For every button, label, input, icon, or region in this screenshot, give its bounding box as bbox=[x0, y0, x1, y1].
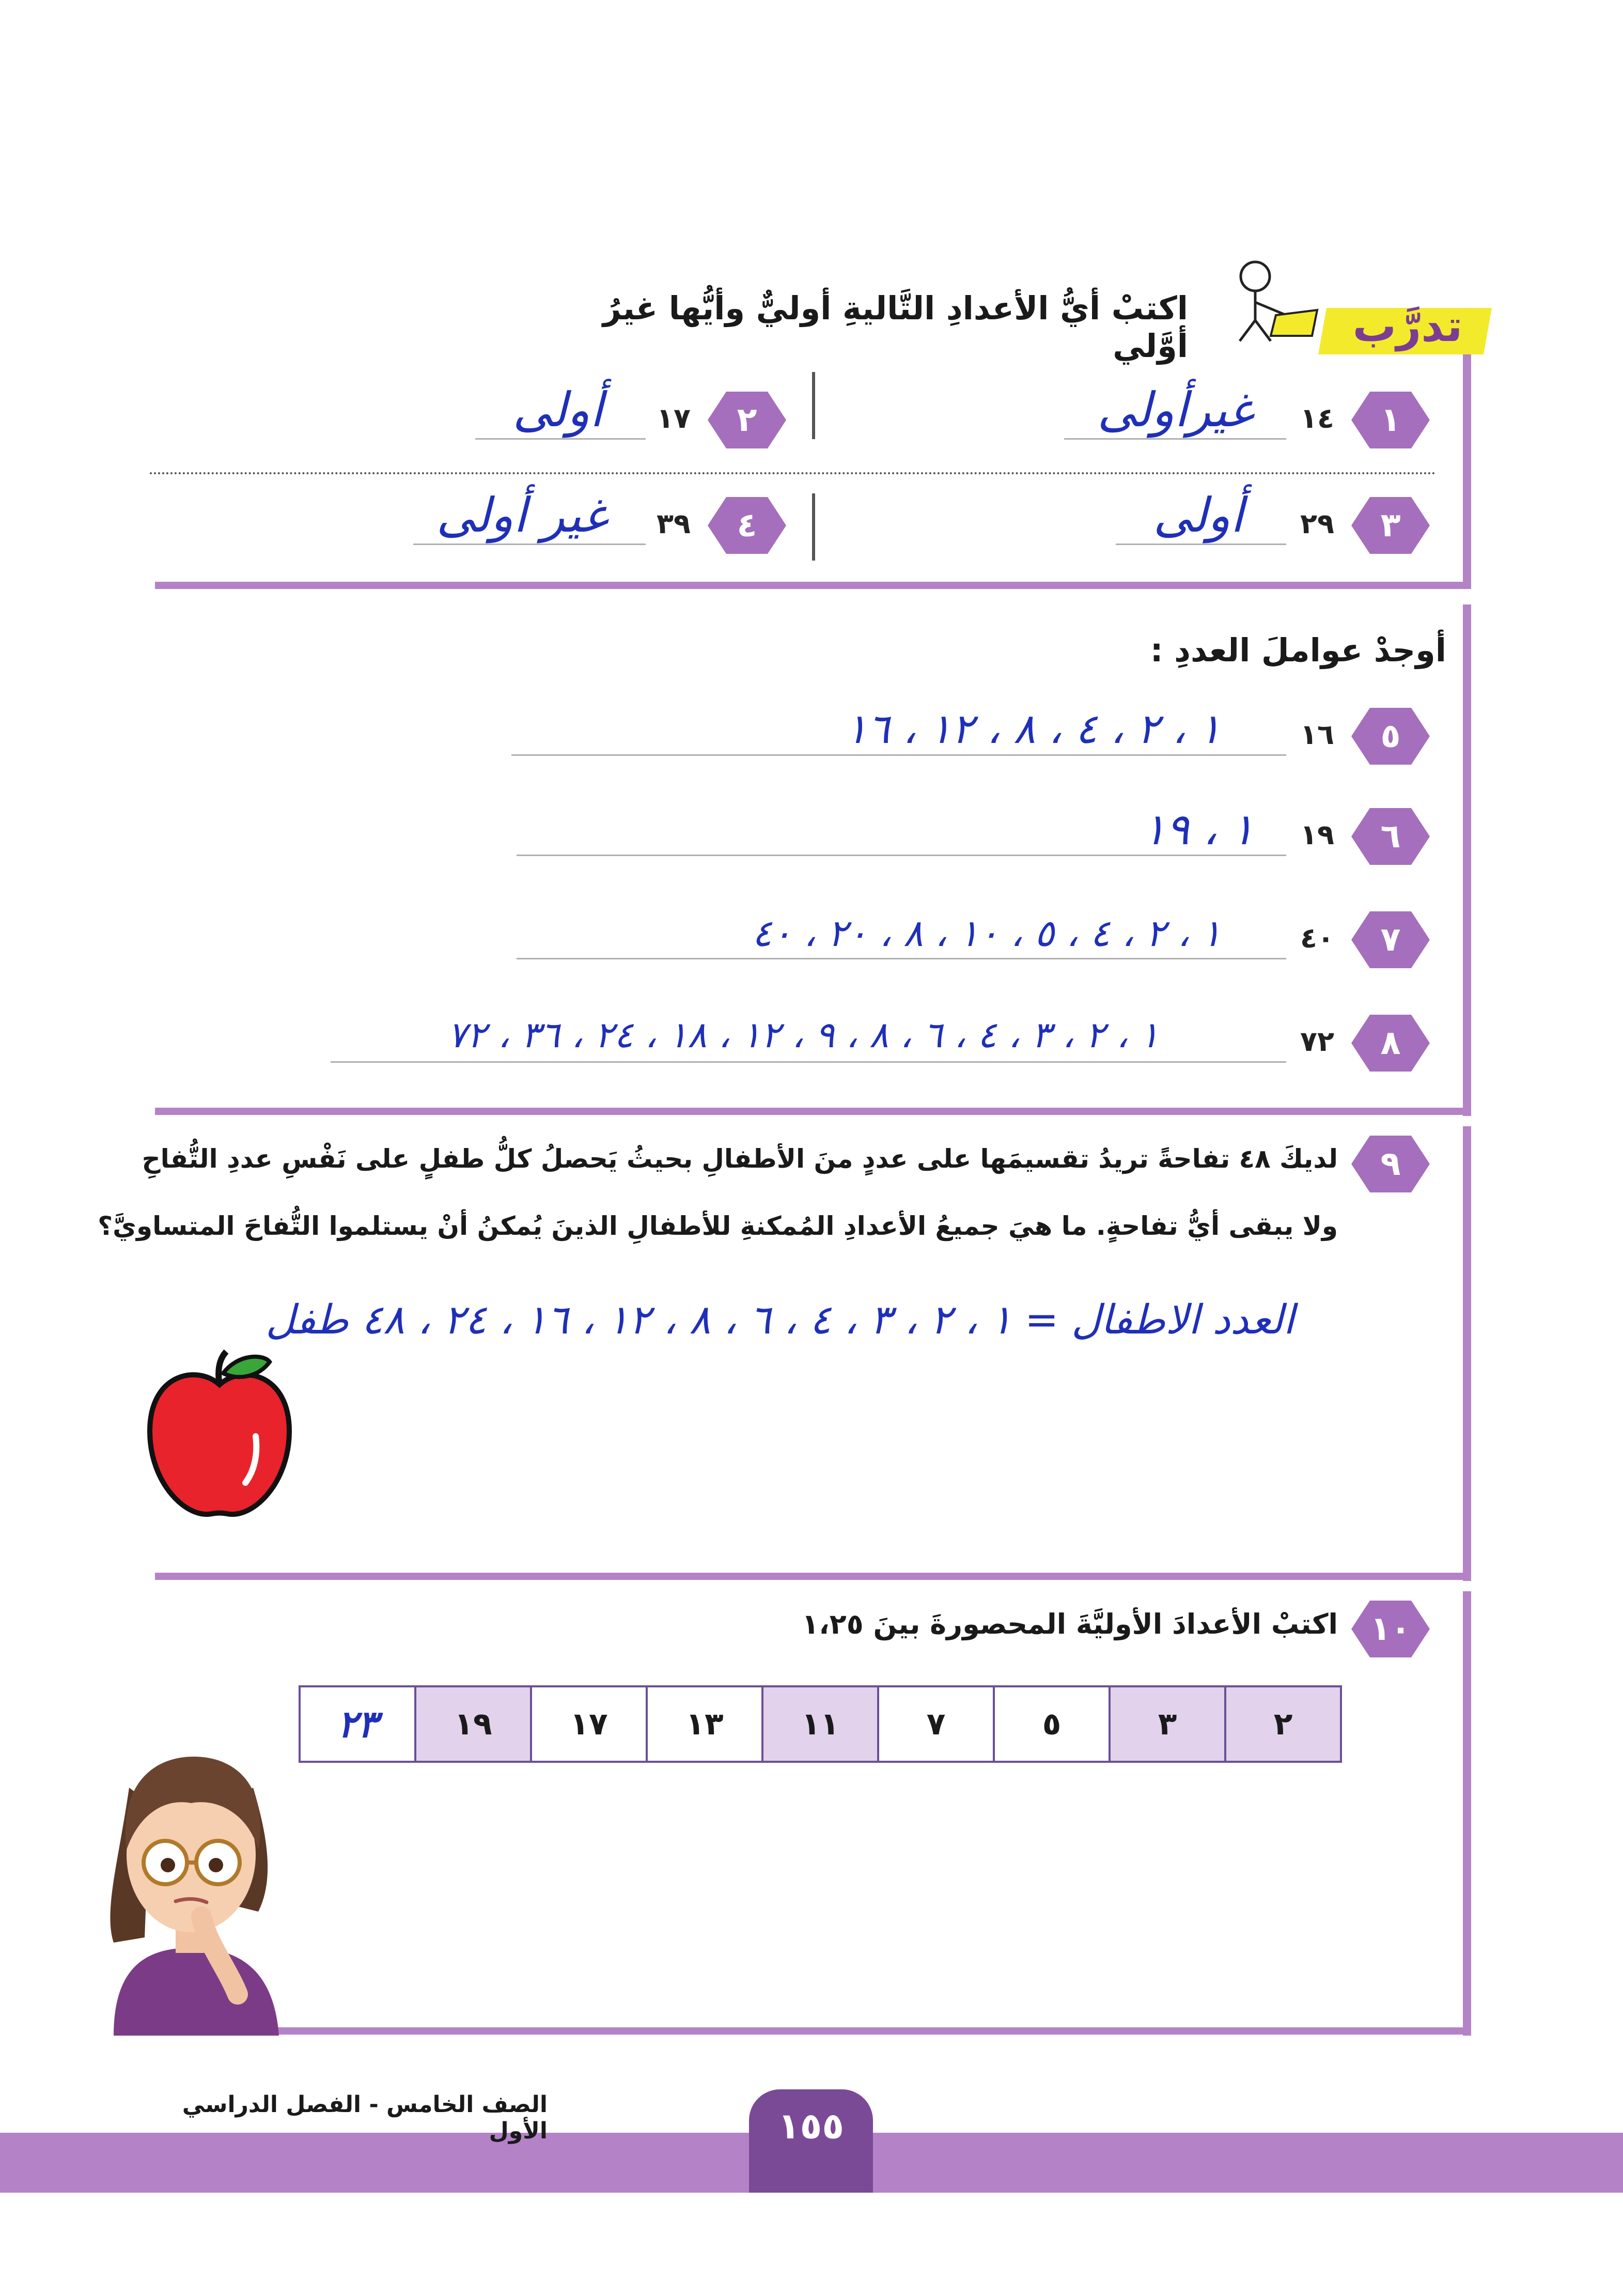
row-separator bbox=[150, 472, 1436, 474]
item-value: ١٩ bbox=[1300, 818, 1334, 851]
stick-figure-writing-icon bbox=[1219, 258, 1322, 346]
table-cell: ٥ bbox=[993, 1685, 1111, 1763]
apple-icon bbox=[134, 1348, 305, 1524]
item-number-badge: ٢ bbox=[706, 390, 788, 451]
section-border-bottom bbox=[155, 1573, 1471, 1580]
table-cell: ٢ bbox=[1224, 1685, 1342, 1763]
table-cell: ١٧ bbox=[530, 1685, 648, 1763]
item-number-badge: ٣ bbox=[1349, 495, 1432, 556]
item-number-badge: ٤ bbox=[706, 495, 788, 556]
answer-line bbox=[1064, 438, 1286, 440]
item-number-badge: ٦ bbox=[1349, 806, 1432, 867]
answer-handwriting: العدد الاطفال = ١ ، ٢ ، ٣ ، ٤ ، ٦ ، ٨ ، ١٢ ، ١٦ ، ٢٤ ، ٤٨ طفل bbox=[266, 1297, 1294, 1343]
factors-title: أوجدْ عواملَ العددِ : bbox=[1150, 631, 1446, 669]
table-cell: ٣ bbox=[1109, 1685, 1226, 1763]
table-cell: ١٩ bbox=[414, 1685, 532, 1763]
item-value: ٤٠ bbox=[1300, 922, 1334, 954]
column-separator bbox=[812, 493, 815, 561]
thinking-girl-illustration bbox=[83, 1726, 300, 2036]
answer-handwriting: ١ ، ٢ ، ٣ ، ٤ ، ٦ ، ٨ ، ٩ ، ١٢ ، ١٨ ، ٢٤ ، ٣٦ ، ٧٢ bbox=[447, 1014, 1159, 1056]
answer-handwriting: غيرأولى bbox=[1097, 382, 1253, 438]
column-separator bbox=[812, 372, 815, 439]
item-number-badge: ٩ bbox=[1349, 1134, 1432, 1194]
item-value: ١٦ bbox=[1300, 718, 1334, 751]
section-border-bottom bbox=[155, 582, 1471, 589]
answer-line bbox=[475, 438, 646, 440]
item-value: ٧٢ bbox=[1300, 1025, 1334, 1058]
section-border-right bbox=[1463, 1126, 1471, 1581]
section-border-right bbox=[1463, 604, 1471, 1116]
answer-line bbox=[413, 544, 646, 545]
item-value: ٣٩ bbox=[657, 507, 691, 540]
problem-text: اكتبْ الأعدادَ الأوليَّةَ المحصورةَ بينَ ١،٢٥ bbox=[802, 1608, 1338, 1640]
item-number-badge: ٧ bbox=[1349, 909, 1432, 970]
answer-handwriting: ١ ، ١٩ bbox=[1143, 804, 1254, 855]
item-number-badge: ٨ bbox=[1349, 1013, 1432, 1074]
item-value: ١٤ bbox=[1300, 402, 1334, 435]
answer-handwriting: أولى bbox=[512, 382, 603, 438]
page-number: ١٥٥ bbox=[777, 2105, 845, 2147]
section-border-bottom bbox=[155, 1108, 1471, 1115]
section-border-right bbox=[1463, 1591, 1471, 2036]
section-border-right bbox=[1463, 336, 1471, 589]
problem-text-line-2: ولا يبقى أيُّ تفاحةٍ. ما هيَ جميعُ الأعدادِ المُمكنةِ للأطفالِ الذينَ يُمكنُ أنْ يستلموا التُّفاحَ المتساويَّ؟ bbox=[98, 1211, 1338, 1241]
answer-line bbox=[511, 754, 1286, 756]
footer-label: الصف الخامس - الفصل الدراسي الأول bbox=[182, 2091, 548, 2144]
answer-handwriting: ١ ، ٢ ، ٤ ، ٥ ، ١٠ ، ٨ ، ٢٠ ، ٤٠ bbox=[752, 911, 1222, 955]
item-value: ١٧ bbox=[657, 402, 691, 435]
badge-title: تدرَّب bbox=[1352, 301, 1463, 351]
instruction-text: اكتبْ أيُّ الأعدادِ التَّاليةِ أوليٌّ وأيُّها غيرُ أوَّلي bbox=[602, 289, 1188, 365]
answer-handwriting: غير أولى bbox=[436, 488, 607, 543]
answer-line bbox=[517, 855, 1286, 856]
item-number-badge: ١ bbox=[1349, 390, 1432, 451]
answer-line bbox=[517, 958, 1286, 959]
answer-handwriting: ١ ، ٢ ، ٤ ، ٨ ، ١٢ ، ١٦ bbox=[845, 705, 1221, 753]
answer-line bbox=[331, 1061, 1286, 1063]
table-cell: ١١ bbox=[761, 1685, 879, 1763]
answer-line bbox=[1116, 544, 1286, 545]
item-number-badge: ١٠ bbox=[1349, 1599, 1432, 1659]
item-value: ٢٩ bbox=[1300, 507, 1334, 540]
problem-text-line-1: لديكَ ٤٨ تفاحةً تريدُ تقسيمَها على عددٍ منَ الأطفالِ بحيثُ يَحصلُ كلُّ طفلٍ على نَفْسِ عددِ التُّفاحِ bbox=[142, 1144, 1338, 1174]
table-cell: ١٣ bbox=[646, 1685, 763, 1763]
item-number-badge: ٥ bbox=[1349, 706, 1432, 767]
table-cell: ٧ bbox=[877, 1685, 995, 1763]
table-cell: ٢٣ bbox=[299, 1685, 416, 1763]
section-border-bottom bbox=[155, 2027, 1471, 2035]
answer-handwriting: أولى bbox=[1153, 488, 1244, 543]
